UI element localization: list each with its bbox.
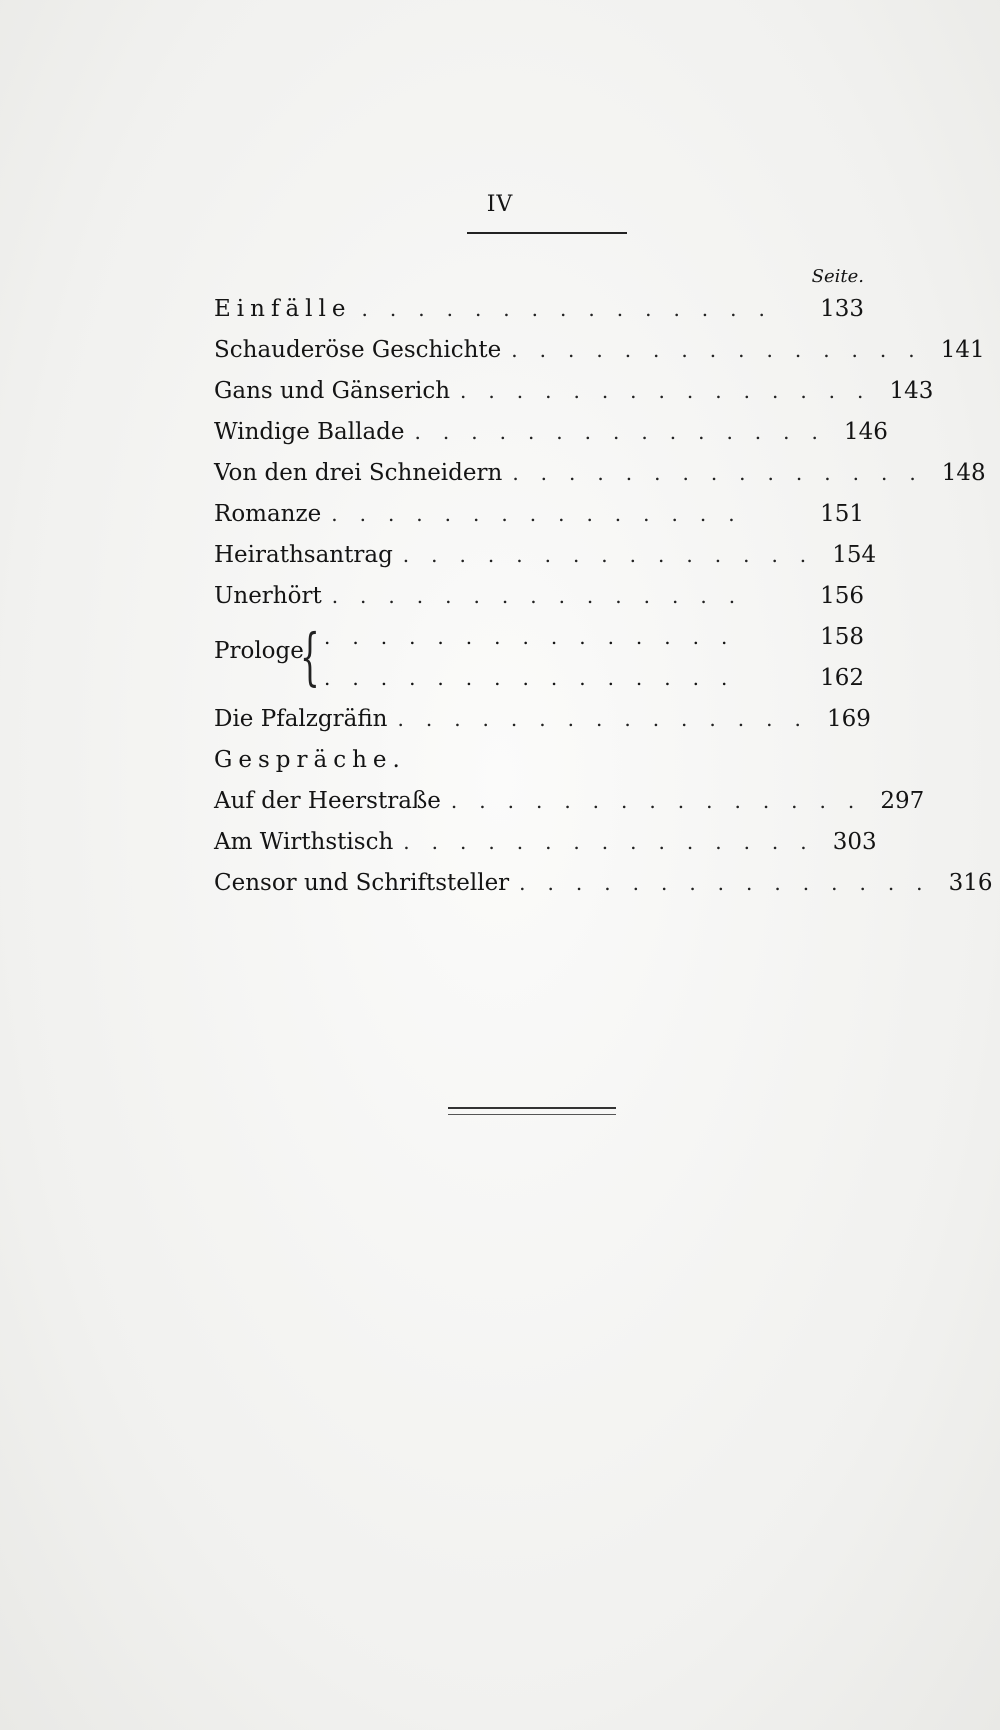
toc-entry-page: 156 — [820, 582, 864, 609]
toc-entry-page: 146 — [843, 418, 888, 445]
footer-rule — [448, 1107, 616, 1115]
toc-entry-page: 316 — [948, 869, 993, 896]
toc-entry — [214, 534, 877, 575]
toc-entry-title: Gans und Gänserich — [214, 377, 451, 404]
toc-entry-title: Unerhört — [214, 582, 322, 609]
toc-entry — [214, 493, 864, 534]
toc-entry — [214, 329, 985, 370]
toc-entry-title: Heirathsantrag — [214, 541, 393, 568]
toc-entry-title: Windige Ballade — [214, 418, 405, 445]
toc-entry — [214, 698, 871, 739]
toc-entry — [214, 411, 888, 452]
toc-entry — [214, 821, 877, 862]
leader-dots: ............... — [512, 460, 938, 485]
toc-entry-title: Prologe — [214, 638, 304, 664]
toc-entry-page: 303 — [832, 828, 877, 855]
leader-dots: ............... — [331, 501, 757, 526]
leader-dots: ............... — [519, 870, 945, 895]
toc-subentry — [324, 616, 864, 657]
toc-entry-page: 143 — [889, 377, 934, 404]
toc-entry-page: 297 — [880, 787, 925, 814]
toc-entry — [214, 370, 934, 411]
toc-entry-title: Auf der Heerstraße — [214, 787, 441, 814]
toc-entry — [214, 452, 986, 493]
leader-dots: ............... — [402, 542, 829, 567]
toc-entry-page: 141 — [940, 336, 985, 363]
toc-entry-page: 154 — [832, 541, 877, 568]
leader-dots: ............... — [324, 624, 750, 649]
toc-entry — [214, 575, 864, 616]
toc-entry-page: 162 — [820, 664, 864, 691]
leader-dots: ............... — [450, 788, 877, 813]
toc-subentry — [324, 657, 864, 698]
leader-dots: ............... — [324, 665, 750, 690]
table-of-contents — [214, 288, 993, 903]
toc-entry-page: 148 — [941, 459, 986, 486]
toc-entry — [214, 288, 864, 329]
leader-dots: ............... — [414, 419, 840, 444]
seite-label: Seite. — [811, 266, 864, 287]
toc-entry-title: Am Wirthstisch — [214, 828, 394, 855]
toc-entry-page: 133 — [820, 295, 864, 322]
header-rule — [467, 232, 627, 234]
toc-entry-page: 169 — [826, 705, 871, 732]
toc-entry-page: 158 — [820, 623, 864, 650]
toc-section-heading — [214, 739, 864, 780]
leader-dots: ............... — [460, 378, 886, 403]
toc-entry-title: Die Pfalzgräfin — [214, 705, 388, 732]
toc-entry-title: Schauderöse Geschichte — [214, 336, 502, 363]
leader-dots: ............... — [397, 706, 823, 731]
toc-entry-title: Gespräche. — [214, 746, 406, 773]
leader-dots: ............... — [403, 829, 829, 854]
toc-entry-title: Von den drei Schneidern — [214, 459, 503, 486]
toc-entry — [214, 780, 925, 821]
toc-entry-title: Einfälle — [214, 295, 352, 322]
leader-dots: ............... — [361, 296, 787, 321]
toc-entry-page: 151 — [820, 500, 864, 527]
toc-entry — [214, 862, 993, 903]
page-number: IV — [486, 192, 514, 217]
brace-icon: { — [300, 620, 320, 693]
leader-dots: ............... — [331, 583, 758, 608]
toc-entry-title: Romanze — [214, 500, 322, 527]
leader-dots: ............... — [511, 337, 937, 362]
toc-entry-title: Censor und Schriftsteller — [214, 869, 510, 896]
toc-entry-prologe — [214, 616, 864, 698]
